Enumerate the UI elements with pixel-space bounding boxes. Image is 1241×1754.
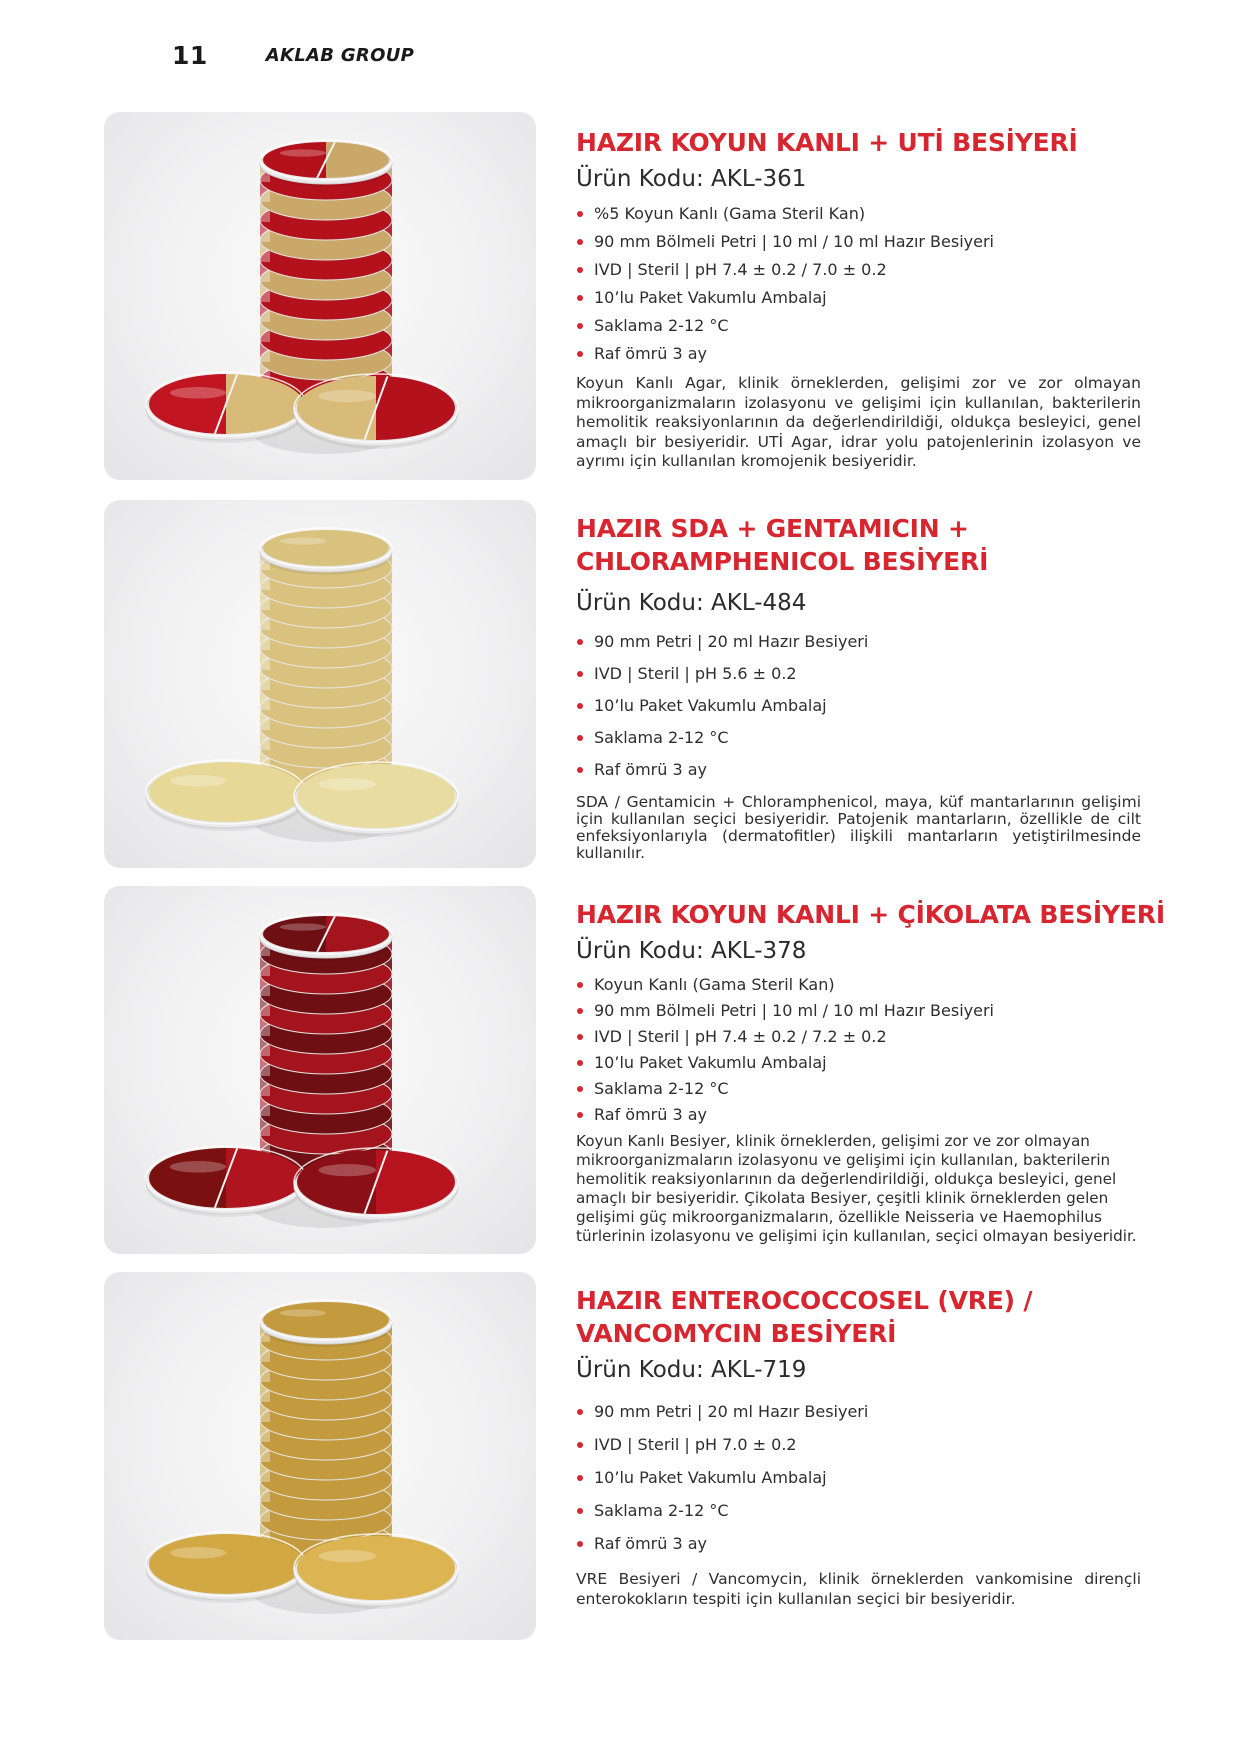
bullet-icon (577, 1508, 583, 1514)
product-photo-petri-stack (104, 1272, 536, 1640)
spec-item (576, 312, 1141, 340)
product-title-line: VANCOMYCIN BESİYERİ (576, 1319, 897, 1348)
bullet-icon (577, 1060, 583, 1066)
spec-item (576, 754, 1141, 786)
spec-item (576, 1102, 1170, 1128)
top-dish (260, 528, 392, 575)
bullet-icon (577, 1086, 583, 1092)
bullet-icon (577, 639, 583, 645)
spec-item (576, 1050, 1170, 1076)
page-number: 11 (172, 40, 208, 70)
spec-item (576, 1076, 1170, 1102)
bullet-icon (577, 982, 583, 988)
spec-list (576, 1395, 1141, 1560)
bullet-icon (577, 767, 583, 773)
product-description: Koyun Kanlı Agar, klinik örneklerden, gelişimi zor ve zor olmayan mikroorganizmaların izolasyonu ve gelişimi için kullanılan, bakterilerin hemolitik reaksiyonlarının da değerlendirildiği, oldukça besleyici, genel amaçlı bir besiyeridir. UTİ Agar, idrar yolu patojenlerinin izolasyon ve ayrımı için kullanılan kromojenik besiyeridir. (576, 374, 1141, 470)
bullet-icon (577, 323, 583, 329)
product-description: SDA / Gentamicin + Chloramphenicol, maya, küf mantarlarının gelişimi için kullanılan seçici besiyeridir. Patojenik mantarların, özellikle de cilt enfeksiyonlarıyla (dermatofitler) ilişkili mantarların yetiştirilmesinde kullanılır. (576, 793, 1141, 862)
bullet-icon (577, 1541, 583, 1547)
spec-item (576, 1428, 1141, 1461)
spec-item (576, 1395, 1141, 1428)
top-dish (260, 914, 392, 961)
spec-text: 90 mm Petri | 20 ml Hazır Besiyeri (594, 632, 869, 651)
product-info (576, 512, 1141, 862)
spec-text: 90 mm Petri | 20 ml Hazır Besiyeri (594, 1402, 869, 1421)
spec-text: Saklama 2-12 °C (594, 1079, 729, 1098)
spec-text: Koyun Kanlı (Gama Steril Kan) (594, 975, 835, 994)
spec-list (576, 626, 1141, 786)
spec-text: 90 mm Bölmeli Petri | 10 ml / 10 ml Hazır Besiyeri (594, 232, 994, 251)
spec-text: IVD | Steril | pH 7.4 ± 0.2 / 7.2 ± 0.2 (594, 1027, 887, 1046)
spec-text: IVD | Steril | pH 7.4 ± 0.2 / 7.0 ± 0.2 (594, 260, 887, 279)
spec-text: Raf ömrü 3 ay (594, 344, 708, 363)
brand-name: AKLAB GROUP (265, 44, 415, 66)
spec-text: 10’lu Paket Vakumlu Ambalaj (594, 696, 827, 715)
bullet-icon (577, 671, 583, 677)
spec-item (576, 1527, 1141, 1560)
spec-text: Raf ömrü 3 ay (594, 1534, 708, 1553)
spec-item (576, 1494, 1141, 1527)
product-info (576, 126, 1141, 472)
product-title (576, 1284, 1141, 1350)
bullet-icon (577, 735, 583, 741)
spec-text: Saklama 2-12 °C (594, 1501, 729, 1520)
spec-item (576, 658, 1141, 690)
spec-item (576, 1024, 1170, 1050)
product-description: VRE Besiyeri / Vancomycin, klinik örneklerden vankomisine dirençli enterokokların tespiti için kullanılan seçici bir besiyeridir. (576, 1570, 1141, 1608)
spec-text: 10’lu Paket Vakumlu Ambalaj (594, 1053, 827, 1072)
product-code: Ürün Kodu: AKL-484 (576, 590, 807, 616)
product-code: Ürün Kodu: AKL-719 (576, 1357, 807, 1383)
top-dish (260, 140, 392, 187)
spec-item (576, 228, 1141, 256)
spec-text: %5 Koyun Kanlı (Gama Steril Kan) (594, 204, 866, 223)
bullet-icon (577, 1475, 583, 1481)
product-info (576, 1284, 1141, 1609)
spec-text: Saklama 2-12 °C (594, 316, 729, 335)
bullet-icon (577, 1034, 583, 1040)
spec-item (576, 972, 1170, 998)
spec-text: 90 mm Bölmeli Petri | 10 ml / 10 ml Hazır Besiyeri (594, 1001, 994, 1020)
spec-text: Saklama 2-12 °C (594, 728, 729, 747)
product-title-line: HAZIR KOYUN KANLI + UTİ BESİYERİ (576, 128, 1078, 157)
product-description: Koyun Kanlı Besiyer, klinik örneklerden, gelişimi zor ve zor olmayan mikroorganizmaların izolasyonu ve gelişimi için kullanılan, bakterilerin hemolitik reaksiyonlarının da değerlendirildiği, oldukça besleyici, genel amaçlı bir besiyeridir. Çikolata Besiyer, çeşitli klinik örneklerden gelen gelişimi güç mikroorganizmaların, özellikle Neisseria ve Haemophilus türlerinin izolasyonu ve gelişimi için kullanılan, seçici olmayan besiyeridir. (576, 1132, 1137, 1245)
product-photo-petri-stack (104, 886, 536, 1254)
bullet-icon (577, 1442, 583, 1448)
spec-item (576, 340, 1141, 368)
bullet-icon (577, 1409, 583, 1415)
product-code: Ürün Kodu: AKL-361 (576, 166, 807, 192)
spec-list (576, 200, 1141, 368)
spec-text: Raf ömrü 3 ay (594, 1105, 708, 1124)
spec-text: IVD | Steril | pH 7.0 ± 0.2 (594, 1435, 797, 1454)
spec-item (576, 998, 1170, 1024)
spec-text: Raf ömrü 3 ay (594, 760, 708, 779)
product-code: Ürün Kodu: AKL-378 (576, 938, 807, 964)
spec-text: 10’lu Paket Vakumlu Ambalaj (594, 1468, 827, 1487)
top-dish (260, 1300, 392, 1347)
product-title (576, 898, 1170, 931)
spec-item (576, 200, 1141, 228)
bullet-icon (577, 239, 583, 245)
product-title (576, 512, 1141, 578)
spec-text: 10’lu Paket Vakumlu Ambalaj (594, 288, 827, 307)
spec-item (576, 690, 1141, 722)
product-info (576, 898, 1170, 1246)
spec-item (576, 256, 1141, 284)
bullet-icon (577, 1112, 583, 1118)
page-header (172, 38, 414, 72)
spec-item (576, 284, 1141, 312)
product-title-line: CHLORAMPHENICOL BESİYERİ (576, 547, 989, 576)
bullet-icon (577, 267, 583, 273)
product-title-line: HAZIR ENTEROCOCCOSEL (VRE) / (576, 1286, 1033, 1315)
bullet-icon (577, 1008, 583, 1014)
product-photo-petri-stack (104, 112, 536, 480)
spec-text: IVD | Steril | pH 5.6 ± 0.2 (594, 664, 797, 683)
product-photo-petri-stack (104, 500, 536, 868)
bullet-icon (577, 351, 583, 357)
spec-item (576, 1461, 1141, 1494)
bullet-icon (577, 295, 583, 301)
bullet-icon (577, 703, 583, 709)
product-title (576, 126, 1141, 159)
spec-item (576, 626, 1141, 658)
product-title-line: HAZIR KOYUN KANLI + ÇİKOLATA BESİYERİ (576, 900, 1165, 929)
product-title-line: HAZIR SDA + GENTAMICIN + (576, 514, 969, 543)
spec-item (576, 722, 1141, 754)
spec-list (576, 972, 1170, 1128)
bullet-icon (577, 211, 583, 217)
